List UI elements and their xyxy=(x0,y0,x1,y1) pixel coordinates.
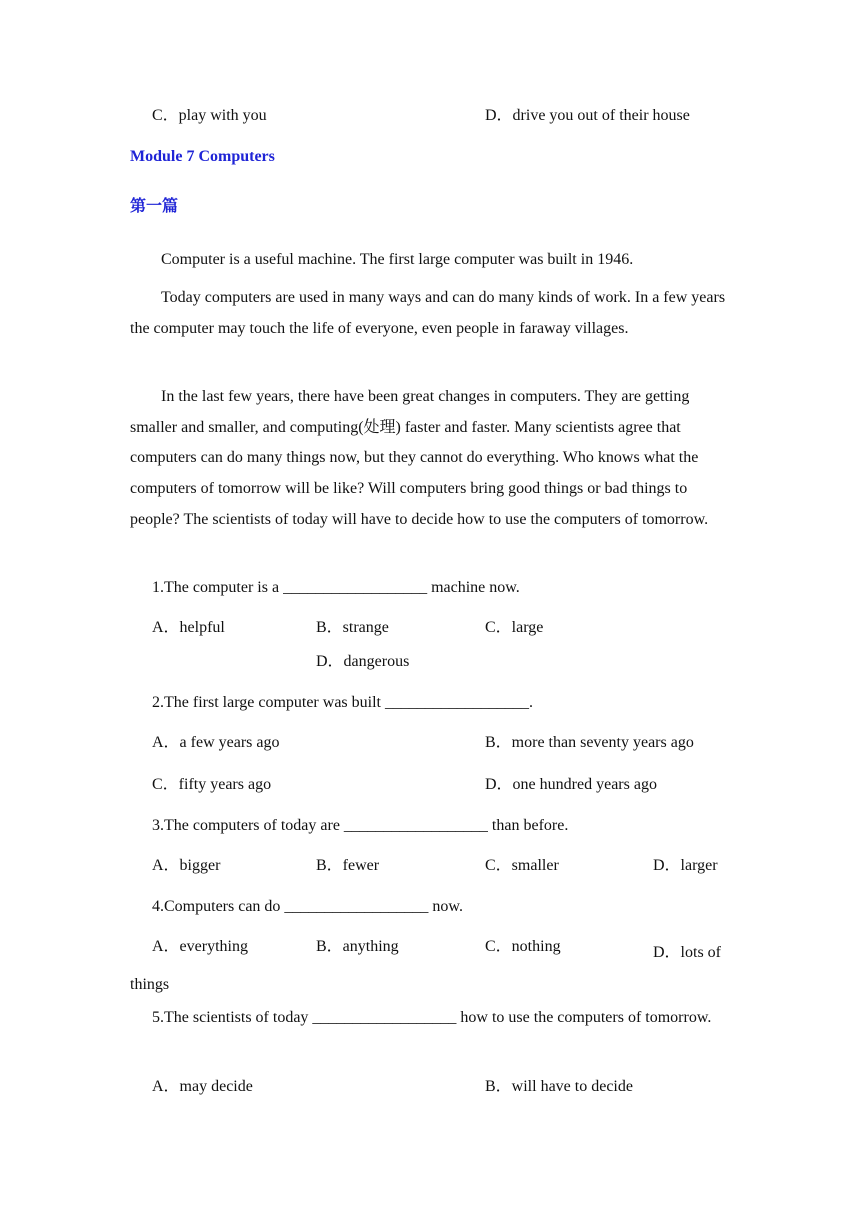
question-3-option-b[interactable]: B．fewer xyxy=(316,857,380,874)
question-5-option-a[interactable]: A．may decide xyxy=(152,1078,253,1095)
question-5-stem-text: 5.The scientists of today __________________ how to use the computers of tomorrow. xyxy=(152,1009,712,1026)
question-4-option-a[interactable]: A．everything xyxy=(152,938,248,955)
passage-paragraph-1-text: Computer is a useful machine. The first large computer was built in 1946. xyxy=(161,251,634,268)
question-5-stem xyxy=(130,1003,730,1033)
module-title: Module 7 Computers xyxy=(130,148,275,165)
passage-paragraph-3-text: In the last few years, there have been great changes in computers. They are getting smaller and smaller, and computing(处理) faster and faster. Many scientists agree that computers can do many things now, but they cannot do everything. Who knows what the computers of tomorrow will be like? Will computers bring good things or bad things to people? The scientists of today will have to decide how to use the computers of tomorrow. xyxy=(130,388,709,528)
question-3-stem: 3.The computers of today are __________________ than before. xyxy=(152,817,569,834)
question-5-option-b[interactable]: B．will have to decide xyxy=(485,1078,633,1095)
section-title: 第一篇 xyxy=(130,198,179,215)
passage-paragraph-1 xyxy=(130,245,730,276)
passage-paragraph-2 xyxy=(130,283,730,344)
question-3-option-d[interactable]: D．larger xyxy=(653,857,718,874)
passage-paragraph-3 xyxy=(130,382,730,536)
question-2-stem: 2.The first large computer was built __________________. xyxy=(152,694,533,711)
question-2-option-d[interactable]: D．one hundred years ago xyxy=(485,776,657,793)
question-2-option-a[interactable]: A．a few years ago xyxy=(152,734,280,751)
prev-option-d: D．drive you out of their house xyxy=(485,107,690,124)
question-2-option-b[interactable]: B．more than seventy years ago xyxy=(485,734,694,751)
question-4-option-d-line-1: D．lots of xyxy=(653,944,722,961)
question-1-option-c[interactable]: C．large xyxy=(485,619,544,636)
question-1-stem: 1.The computer is a __________________ machine now. xyxy=(152,579,520,596)
question-4-option-d-line-2: things xyxy=(130,976,170,993)
question-4-option-c[interactable]: C．nothing xyxy=(485,938,561,955)
question-1-option-b[interactable]: B．strange xyxy=(316,619,389,636)
question-4-stem: 4.Computers can do __________________ now. xyxy=(152,898,463,915)
question-3-option-a[interactable]: A．bigger xyxy=(152,857,221,874)
question-1-option-a[interactable]: A．helpful xyxy=(152,619,225,636)
passage-paragraph-2-text: Today computers are used in many ways and can do many kinds of work. In a few years the computer may touch the life of everyone, even people in faraway villages. xyxy=(130,289,726,337)
question-2-option-c[interactable]: C．fifty years ago xyxy=(152,776,272,793)
prev-option-c: C．play with you xyxy=(152,107,267,124)
question-3-option-c[interactable]: C．smaller xyxy=(485,857,559,874)
question-1-option-d[interactable]: D．dangerous xyxy=(316,653,410,670)
question-4-option-b[interactable]: B．anything xyxy=(316,938,399,955)
